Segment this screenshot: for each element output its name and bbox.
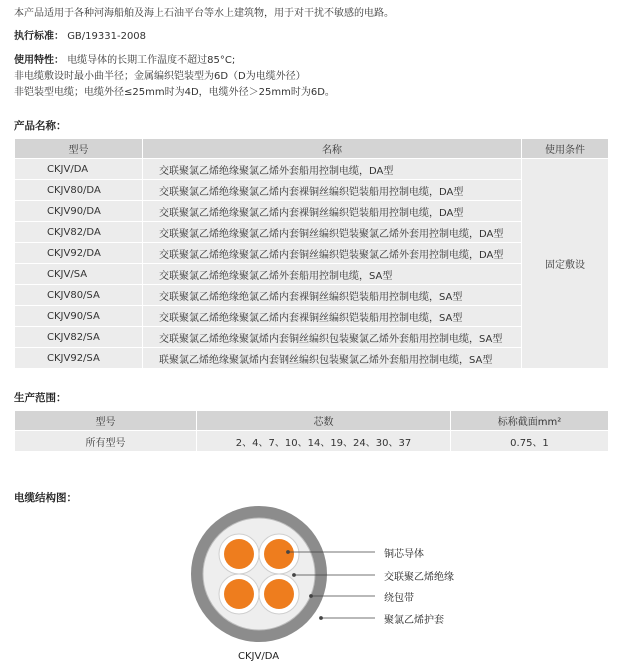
name-cell: 交联聚氯乙烯绝缘聚氯乙烯外套船用控制电缆，DA型 (143, 159, 522, 180)
products-section-title: 产品名称： (14, 120, 67, 132)
table-row (15, 159, 609, 180)
header-name: 名称 (143, 139, 522, 159)
range-cores-cell: 2、4、7、10、14、19、24、30、37 (197, 431, 451, 452)
model-cell: CKJV90/DA (15, 201, 143, 222)
range-table-header (15, 411, 609, 431)
name-cell: 交联聚氯乙烯绝缘聚氯乙烯外套船用控制电缆，SA型 (143, 264, 522, 285)
header-condition: 使用条件 (522, 139, 609, 159)
name-cell: 交联聚氯乙烯绝缘绝氯乙烯内套裸铜丝编织铠装船用控制电缆，SA型 (143, 285, 522, 306)
label-wrap-tape: 绕包带 (384, 593, 414, 604)
table-row (15, 201, 609, 222)
model-cell: CKJV82/DA (15, 222, 143, 243)
table-row (15, 327, 609, 348)
standard-value: GB/19331-2008 (67, 31, 147, 42)
name-cell: 交联聚氯乙烯绝缘聚氯烯内套铜丝编织包装聚氯乙烯外套船用控制电缆，SA型 (143, 327, 522, 348)
leader-dot (293, 574, 296, 577)
label-copper-conductor: 铜芯导体 (384, 549, 424, 560)
model-cell: CKJV92/SA (15, 348, 143, 369)
range-model-cell: 所有型号 (15, 431, 197, 452)
model-cell: CKJV/SA (15, 264, 143, 285)
model-cell: CKJV82/SA (15, 327, 143, 348)
table-row (15, 180, 609, 201)
copper-core (264, 579, 294, 609)
standard-label: 执行标准： (14, 31, 64, 42)
table-row (15, 222, 609, 243)
header-model: 型号 (15, 139, 143, 159)
model-cell: CKJV80/DA (15, 180, 143, 201)
name-cell: 交联聚氯乙烯绝缘聚氯乙烯内套裸铜丝编织铠装船用控制电缆，DA型 (143, 180, 522, 201)
product-table-header (15, 139, 609, 159)
usage-label: 使用特性： (14, 55, 64, 66)
model-cell: CKJV80/SA (15, 285, 143, 306)
standard-line (14, 30, 146, 44)
condition-cell: 固定敷设 (522, 159, 609, 369)
copper-core (224, 579, 254, 609)
table-row (15, 264, 609, 285)
name-cell: 交联聚氯乙烯绝缘聚氯乙烯内套裸铜丝编织铠装船用控制电缆，DA型 (143, 201, 522, 222)
name-cell: 交联聚氯乙烯绝缘聚氯乙烯内套铜丝编织铠装聚氯乙烯外套用控制电缆，DA型 (143, 243, 522, 264)
table-row (15, 243, 609, 264)
range-table (14, 410, 609, 452)
table-row (15, 285, 609, 306)
usage-line-1 (14, 54, 235, 68)
table-row (15, 306, 609, 327)
usage-text-1: 电缆导体的长期工作温度不超过85°C; (67, 55, 236, 66)
diagram-section-title: 电缆结构图： (14, 492, 77, 504)
table-row (15, 348, 609, 369)
range-header-model: 型号 (15, 411, 197, 431)
label-xlpe-insulation: 交联聚乙烯绝缘 (384, 572, 454, 583)
name-cell: 交联聚氯乙烯绝缘聚氯乙烯内套裸铜丝编织铠装船用控制电缆，SA型 (143, 306, 522, 327)
model-cell: CKJV90/SA (15, 306, 143, 327)
intro-text: 本产品适用于各种河海船舶及海上石油平台等水上建筑物，用于对干扰不敏感的电路。 (14, 8, 394, 19)
range-section-cell: 0.75、1 (451, 431, 609, 452)
copper-core (264, 539, 294, 569)
wrap-tape-ring (203, 518, 315, 630)
leader-dot (310, 595, 313, 598)
table-row (15, 431, 609, 452)
range-section-title: 生产范围： (14, 392, 67, 404)
range-header-cores: 芯数 (197, 411, 451, 431)
model-cell: CKJV92/DA (15, 243, 143, 264)
leader-dot (287, 551, 290, 554)
usage-text-2: 非电缆敷设时最小曲半径；金属编织铠装型为6D（D为电缆外径） (14, 71, 306, 82)
usage-text-3: 非铠装型电缆；电缆外径≤25mm时为4D，电缆外径＞25mm时为6D。 (14, 87, 335, 98)
leader-dot (320, 617, 323, 620)
name-cell: 联聚氯乙烯绝缘聚氯烯内套钢丝编织包装聚氯乙烯外套船用控制电缆，SA型 (143, 348, 522, 369)
label-pvc-sheath: 聚氯乙烯护套 (384, 615, 444, 626)
product-table (14, 138, 609, 369)
copper-core (224, 539, 254, 569)
range-header-section: 标称截面mm² (451, 411, 609, 431)
cable-cross-section-diagram (190, 505, 570, 670)
model-cell: CKJV/DA (15, 159, 143, 180)
diagram-caption: CKJV/DA (238, 651, 280, 662)
name-cell: 交联聚氯乙烯绝缘聚氯乙烯内套铜丝编织铠装聚氯乙烯外套用控制电缆，DA型 (143, 222, 522, 243)
